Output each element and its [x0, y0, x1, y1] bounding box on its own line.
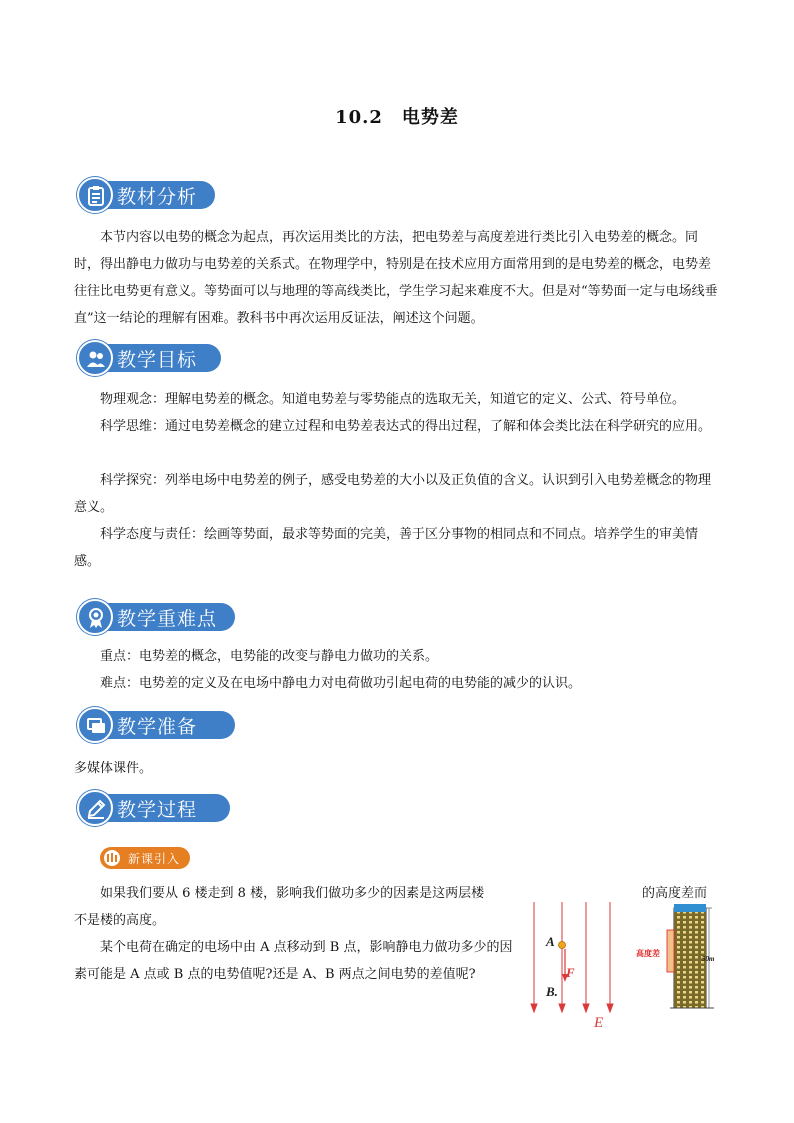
folder-stack-icon [77, 707, 113, 743]
prep-paragraph: 多媒体课件。 [74, 761, 153, 776]
award-ribbon-icon [77, 599, 113, 635]
electric-field-diagram [524, 900, 624, 1035]
goal-item: 科学探究：列举电场中电势差的例子，感受电势差的大小以及正负值的含义。认识到引入电势差概念的物理意义。 [74, 473, 712, 515]
books-icon [104, 850, 120, 866]
badge-label: 新课引入 [128, 852, 181, 866]
height-value-label: 50m [702, 955, 715, 963]
section-title: 教学过程 [117, 799, 198, 821]
label-a: A [546, 934, 555, 949]
goal-item: 物理观念：理解电势差的概念。知道电势差与零势能点的选取无关，知道它的定义、公式、符号单位。 [100, 392, 686, 407]
label-b: B. [546, 984, 558, 999]
new-lesson-badge [100, 847, 190, 869]
people-icon [77, 340, 113, 376]
intro-paragraph-2: 某个电荷在确定的电场中由 A 点移动到 B 点，影响静电力做功多少的因素可能是 A 点或 B 点的电势值呢?还是 A、B 两点之间电势的差值呢? [74, 940, 513, 982]
key-point: 难点：电势差的定义及在电场中静电力对电荷做功引起电荷的电势能的减少的认识。 [100, 676, 582, 691]
intro-line-1: 如果我们要从 6 楼走到 8 楼，影响我们做功多少的因素是这两层楼 [100, 886, 485, 901]
goal-item: 科学态度与责任：绘画等势面，最求等势面的完美，善于区分事物的相同点和不同点。培养学生的审美情感。 [74, 527, 699, 569]
page-title: 10.2 电势差 [335, 107, 459, 128]
goal-item: 科学思维：通过电势差概念的建立过程和电势差表达式的得出过程，了解和体会类比法在科学研究的应用。 [100, 419, 712, 434]
section-title: 教学重难点 [117, 608, 218, 630]
clipboard-icon [77, 177, 113, 213]
label-force: F [566, 965, 575, 980]
key-point: 重点：电势差的概念，电势能的改变与静电力做功的关系。 [100, 649, 439, 664]
intro-line-1-end: 的高度差而 [642, 886, 708, 901]
height-diff-label: 高度差 [636, 949, 660, 958]
section-title: 教学目标 [117, 349, 198, 371]
intro-line-2: 不是楼的高度。 [74, 913, 166, 928]
section-title: 教材分析 [117, 186, 198, 208]
analysis-paragraph: 本节内容以电势的概念为起点，再次运用类比的方法，把电势差与高度差进行类比引入电势差的概念。同时，得出静电力做功与电势差的关系式。在物理学中，特别是在技术应用方面常用到的是电势差的概念，电势差往往比电势更有意义。等势面可以与地理的等高线类比，学生学习起来难度不大。但是对“等势面一定与电场线垂直”这一结论的理解有困难。教科书中再次运用反证法，阐述这个问题。 [74, 230, 718, 326]
section-title: 教学准备 [117, 716, 198, 738]
building-height-diagram [634, 900, 724, 1015]
label-field: E [594, 1015, 604, 1031]
pencil-icon [77, 790, 113, 826]
